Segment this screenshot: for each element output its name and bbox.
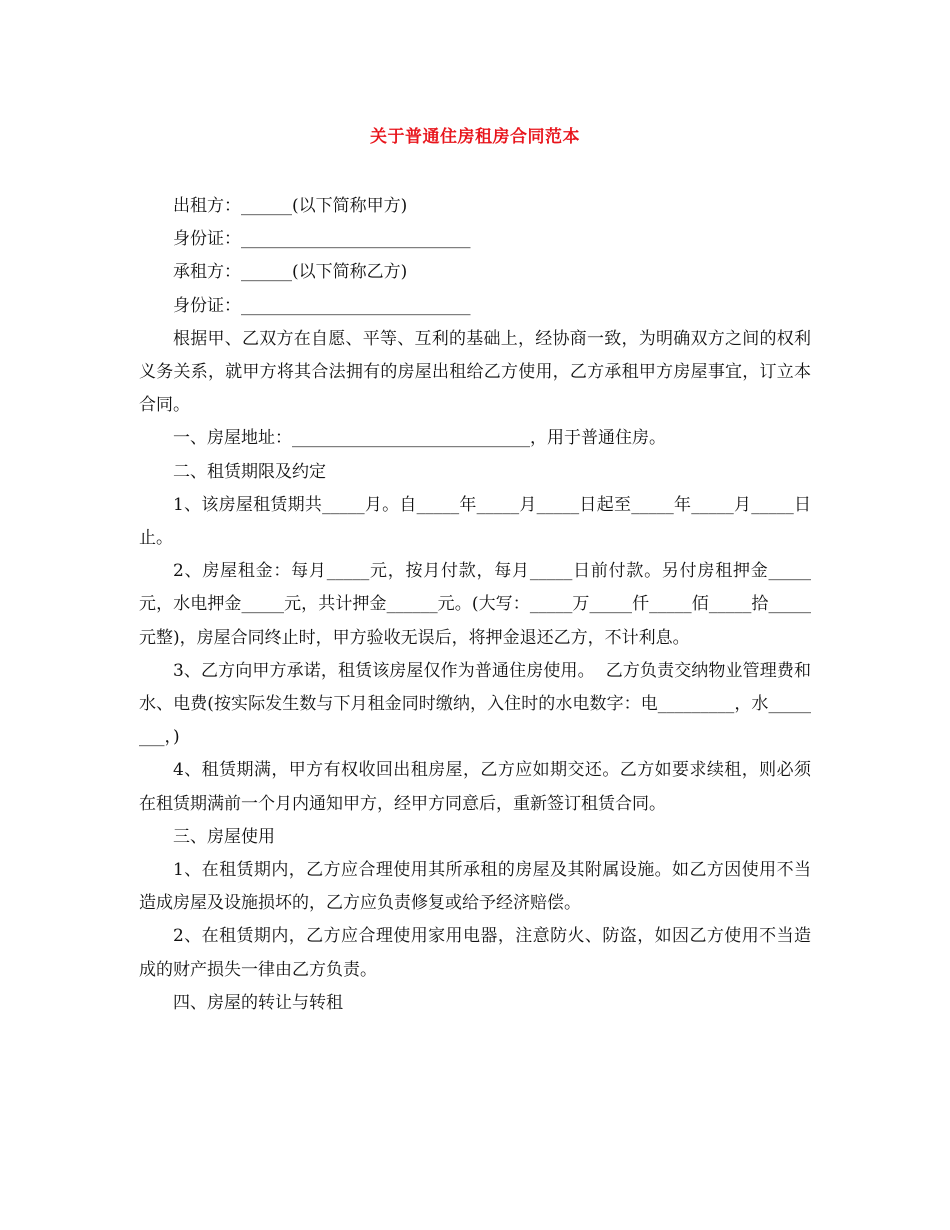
- document-body: [139, 190, 811, 1020]
- section-house-use-heading: 三、房屋使用: [173, 826, 275, 847]
- clause-renewal: 4、租赁期满，甲方有权收回出租房屋，乙方应如期交还。乙方如要求续租，则必须在租赁期满前一个月内通知甲方，经甲方同意后，重新签订租赁合同。: [139, 760, 811, 814]
- document-title: 关于普通住房租房合同范本: [370, 127, 580, 147]
- section-transfer-heading: 四、房屋的转让与转租: [173, 992, 343, 1013]
- clause-facility-use: 1、在租赁期内，乙方应合理使用其所承租的房屋及其附属设施。如乙方因使用不当造成房屋及设施损坏的，乙方应负责修复或给予经济赔偿。: [139, 860, 811, 914]
- clause-lease-period: 1、该房屋租赁期共_____月。自_____年_____月_____日起至_____年_____月_____日止。: [139, 494, 811, 549]
- paragraph-lessee-id: 身份证：___________________________: [173, 295, 471, 316]
- clause-usage-utilities: 3、乙方向甲方承诺，租赁该房屋仅作为普通住房使用。 乙方负责交纳物业管理费和水、电费(按实际发生数与下月租金同时缴纳，入住时的水电数字：电_________，水________，): [139, 660, 811, 748]
- clause-rent-deposit: 2、房屋租金：每月_____元，按月付款，每月_____日前付款。另付房租押金_____元，水电押金_____元，共计押金______元。(大写：_____万_____仟_____佰_____拾_____元整)，房屋合同终止时，甲方验收无误后，将押金退还乙方，不计利息。: [139, 561, 811, 648]
- paragraph-lessor-id: 身份证：___________________________: [173, 229, 471, 250]
- paragraph-preamble: 根据甲、乙双方在自愿、平等、互利的基础上，经协商一致，为明确双方之间的权利义务关系，就甲方将其合法拥有的房屋出租给乙方使用，乙方承租甲方房屋事宜，订立本合同。: [139, 328, 811, 416]
- clause-appliance-use: 2、在租赁期内，乙方应合理使用家用电器，注意防火、防盗，如因乙方使用不当造成的财产损失一律由乙方负责。: [139, 926, 811, 980]
- section-lease-term-heading: 二、租赁期限及约定: [173, 461, 326, 482]
- paragraph-lessor: 出租方：______(以下简称甲方): [173, 196, 408, 216]
- section-house-address: 一、房屋地址：____________________________，用于普通住房。: [173, 428, 666, 449]
- paragraph-lessee: 承租方：______(以下简称乙方): [173, 262, 408, 283]
